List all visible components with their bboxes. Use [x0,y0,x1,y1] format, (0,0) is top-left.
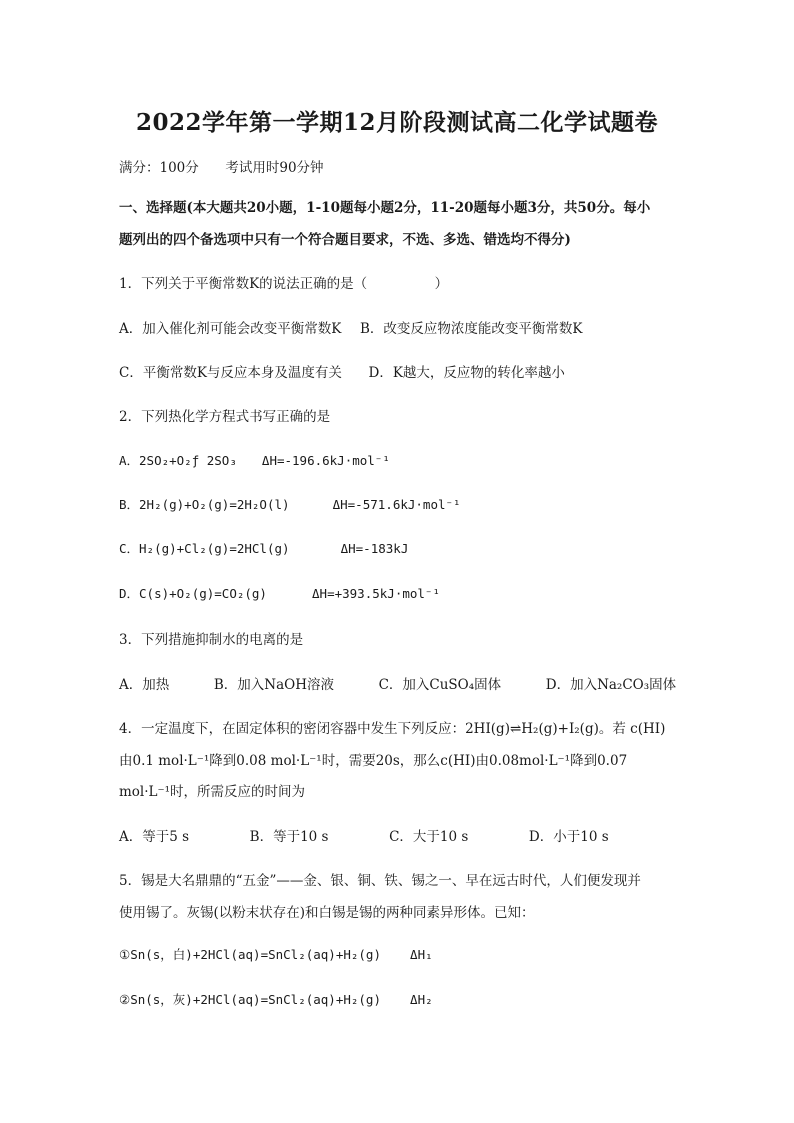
q2-option-b-enthalpy: ΔH=-571.6kJ·mol⁻¹ [332,497,461,512]
q5-enthalpy-1: ΔH₁ [410,947,433,962]
q5-equation-1-text: ①Sn(s，白)+2HCl(aq)=SnCl₂(aq)+H₂(g) [119,947,381,962]
q3-options [119,673,676,693]
q1-option-c: C．平衡常数K与反应本身及温度有关 [119,365,342,381]
q4-stem-line3: mol·L⁻¹时，所需反应的时间为 [119,784,306,800]
q5-stem-line2: 使用锡了。灰锡(以粉末状存在)和白锡是锡的两种同素异形体。已知： [119,905,535,921]
q5-equation-2-text: ②Sn(s，灰)+2HCl(aq)=SnCl₂(aq)+H₂(g) [119,992,381,1007]
section-instructions-line2: 题列出的四个备选项中只有一个符合题目要求，不选、多选、错选均不得分) [119,232,571,248]
q1-option-a: A．加入催化剂可能会改变平衡常数K [119,321,342,337]
q4-stem-line2: 由0.1 mol·L⁻¹降到0.08 mol·L⁻¹时，需要20s，那么c(HI)由0.08mol·L⁻¹降到0.07 [119,753,628,769]
q2-option-c-equation: C．H₂(g)+Cl₂(g)=2HCl(g) [119,541,290,556]
q2-option-d-equation: D．C(s)+O₂(g)=CO₂(g) [119,586,267,601]
q1-option-d: D．K越大，反应物的转化率越小 [368,365,565,381]
q2-option-c-enthalpy: ΔH=-183kJ [340,541,409,556]
q2-option-d [119,584,440,602]
q1-options-cd [119,361,565,381]
section-instructions-line1: 一、选择题(本大题共20小题，1-10题每小题2分，11-20题每小题3分，共50分。每小 [119,200,651,216]
q3-option-a: A．加热 [119,677,170,693]
q4-options [119,825,609,845]
full-score: 满分：100分 [119,160,199,176]
exam-meta [119,156,324,176]
q2-option-b [119,495,461,513]
q4-option-d: D．小于10 s [528,829,609,845]
page-title: 2022学年第一学期12月阶段测试高二化学试题卷 [135,109,659,136]
q2-option-a-enthalpy: ΔH=-196.6kJ·mol⁻¹ [261,453,390,468]
q4-option-b: B．等于10 s [249,829,329,845]
q3-stem: 3．下列措施抑制水的电离的是 [119,632,304,648]
q4-option-c: C．大于10 s [389,829,469,845]
q1-stem: 1．下列关于平衡常数K的说法正确的是（ ） [119,276,449,292]
q5-equation-1 [119,945,433,963]
q5-stem-line1: 5．锡是大名鼎鼎的“五金”——金、银、铜、铁、锡之一、早在远古时代，人们便发现并 [119,873,641,889]
q2-stem: 2．下列热化学方程式书写正确的是 [119,409,331,425]
q5-equation-2 [119,990,433,1008]
q2-option-c [119,539,408,557]
exam-time: 考试用时90分钟 [225,160,324,176]
q5-enthalpy-2: ΔH₂ [410,992,433,1007]
q3-option-d: D．加入Na₂CO₃固体 [545,677,677,693]
q2-option-b-equation: B．2H₂(g)+O₂(g)=2H₂O(l) [119,497,290,512]
q1-option-b: B．改变反应物浓度能改变平衡常数K [359,321,583,337]
q2-option-a-equation: A．2SO₂+O₂ƒ 2SO₃ [119,453,237,468]
q3-option-c: C．加入CuSO₄固体 [378,677,502,693]
q4-option-a: A．等于5 s [119,829,190,845]
q2-option-a [119,451,390,469]
q3-option-b: B．加入NaOH溶液 [213,677,334,693]
q1-options-ab [119,317,582,337]
q4-stem-line1: 4．一定温度下，在固定体积的密闭容器中发生下列反应：2HI(g)⇌H₂(g)+I₂(g)。若 c(HI) [119,721,666,737]
q2-option-d-enthalpy: ΔH=+393.5kJ·mol⁻¹ [312,586,440,601]
